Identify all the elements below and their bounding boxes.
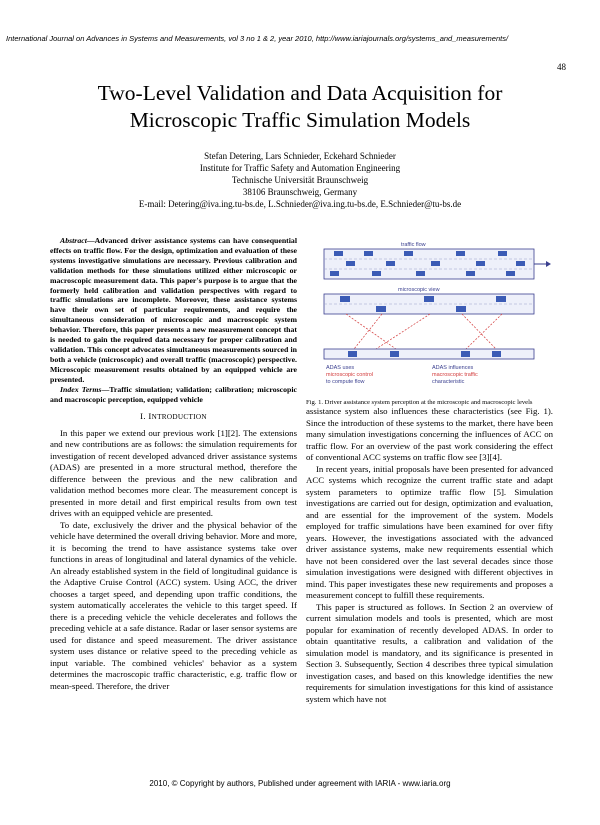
- page-number: 48: [557, 62, 566, 72]
- label-traffic-flow: traffic flow: [401, 242, 426, 248]
- right-paragraph-3: This paper is structured as follows. In Section 2 an overview of current simulation models and tools is presented, which are most popular for examination of recently developed ADAS. In order to obtain quantitative results, a calibration and validation of the simulation model is mandatory, and its significance is presented in Section 3. Subsequently, Section 4 describes three typical simulation investigation cases, and based on this knowledge identifies the new requirements for simulation investigations for this kind of assistance system which have not: [306, 601, 553, 704]
- author-city: 38106 Braunschweig, Germany: [242, 187, 358, 197]
- figure-1: [306, 237, 553, 393]
- section-heading-first: I: [148, 411, 152, 422]
- author-institute: Institute for Traffic Safety and Automation Engineering: [199, 163, 401, 173]
- flow-arrowhead: [546, 261, 551, 267]
- right-paragraph-1: assistance system also influences these characteristics (see Fig. 1). Since the introduction of these systems to the market, there have been many simulation investigations concerning the influences of ACC on traffic flow. For an overview of the past work considering the effect of conventional ACC systems on traffic flow see [3][4].: [306, 406, 553, 462]
- abstract-text: —Advanced driver assistance systems can have consequential effects on traffic flow. For the design, optimization and evaluation of these systems investigative simulations are necessary. Previous calibration and validation methods for these simulations utilized either microscopic or macroscopic measurement data. This paper's purpose is to argue that the formerly held calibration and validation perspectives with regard to traffic simulations are incomplete. Moreover, these assistance systems have their own set of particular requirements, and require the simultaneous consideration of microscopic and macroscopic system behavior. Therefore, this paper presents a new measurement concept that is needed to gain the required data necessary for proper calibration and validation. This concept advocates simultaneous measurements sourced in both a vehicle (microscopic) and overall traffic (macroscopic) perspective. Microscopic measurement results obtained by an equipped vehicle are presented.: [50, 236, 297, 384]
- author-names: Stefan Detering, Lars Schnieder, Eckehard Schnieder: [204, 151, 396, 161]
- section-heading-introduction: [50, 411, 297, 424]
- author-block: [40, 150, 560, 210]
- abstract-label: Abstract: [60, 236, 87, 245]
- running-header: International Journal on Advances in Systems and Measurements, vol 3 no 1 & 2, year 2010, http://www.iariajournals.org/systems_and_measurements/: [6, 34, 509, 43]
- paper-title: [40, 80, 560, 134]
- right-column-figure: [306, 237, 553, 407]
- intro-paragraph-2: To date, exclusively the driver and the physical behavior of the vehicle have determined the overall driving behavior. More and more, it is becoming the trend to have assistance systems take over functions in areas of longitudinal and lateral dynamics of the vehicle. An already established system in the field of longitudinal guidance is the Adaptive Cruise Control (ACC) system. Using ACC, the driver chooses a target speed, and depending upon traffic conditions, the system automatically accelerates the vehicle to this target speed. If there is a preceding vehicle the vehicle decelerates and follows the preceding vehicle at a safe distance. Radar or laser sensor systems are used for distance and speed measurement. The driver assistance system uses distance or relative speed to the preceding vehicle as input variable. The combined vehicles' behavior as a system determines the macroscopic traffic characteristic, e.g. traffic flow or mean-speed. Therefore, the driver: [50, 519, 297, 691]
- figure-1-caption: Fig. 1. Driver assistance system perception at the microscopic and macroscopic levels: [306, 399, 533, 406]
- index-terms-label: Index Terms: [60, 384, 102, 394]
- page-footer: 2010, © Copyright by authors, Published under agreement with IARIA - www.iaria.org: [149, 779, 451, 788]
- label-adas-influences: ADAS influences macroscopic traffic characteristic: [432, 365, 478, 385]
- section-heading-rest: NTRODUCTION: [151, 413, 207, 422]
- author-university: Technische Universität Braunschweig: [231, 175, 369, 185]
- section-numeral: I.: [140, 411, 146, 422]
- intro-paragraph-1: In this paper we extend our previous work [1][2]. The extensions and new contributions are as follows: the simulation requirements for investigation of recent developed advanced driver assistance systems (ADAS) are presented in a more structural method, therefore the difference between the previous and the new calibration and validation method becomes more clear. The measurement concept is presented in more detail and first empirical results from own test drives with an equipped vehicle are presented.: [50, 427, 297, 519]
- title-line-2: Microscopic Traffic Simulation Models: [129, 108, 471, 132]
- index-terms-text: —Traffic simulation; validation; calibration; microscopic and macroscopic perception, equipped vehicle: [50, 384, 297, 404]
- right-paragraph-2: In recent years, initial proposals have been presented for advanced ACC systems which recognize the current traffic state and adapt system parameters to optimize traffic flow [5]. Simulation investigations are carried out for design, optimization and evaluation, and are essential for the improvement of the system. Models employed for traffic simulations have been examined for over fifty years. However, the investigations associated with the advanced driver assistance systems, make new requirements essential which have not been considered over the last several decades since those simulation investigations were designed with different objectives in mind. This paper investigates these new requirements and proposes a measurement concept to fulfill these requirements.: [306, 463, 553, 600]
- label-adas-uses: ADAS uses microscopic control to compute flow: [326, 365, 374, 385]
- abstract: [50, 236, 297, 385]
- author-email: E-mail: Detering@iva.ing.tu-bs.de, L.Schnieder@iva.ing.tu-bs.de, E.Schnieder@tu-bs.de: [138, 199, 462, 209]
- title-line-1: Two-Level Validation and Data Acquisition for: [97, 81, 503, 105]
- index-terms: [50, 385, 297, 405]
- right-column-text: [306, 406, 553, 705]
- figure-1-diagram: [306, 237, 553, 393]
- left-column: [50, 236, 297, 692]
- label-microscopic-view: microscopic view: [398, 287, 440, 293]
- connection-lines: [346, 314, 502, 349]
